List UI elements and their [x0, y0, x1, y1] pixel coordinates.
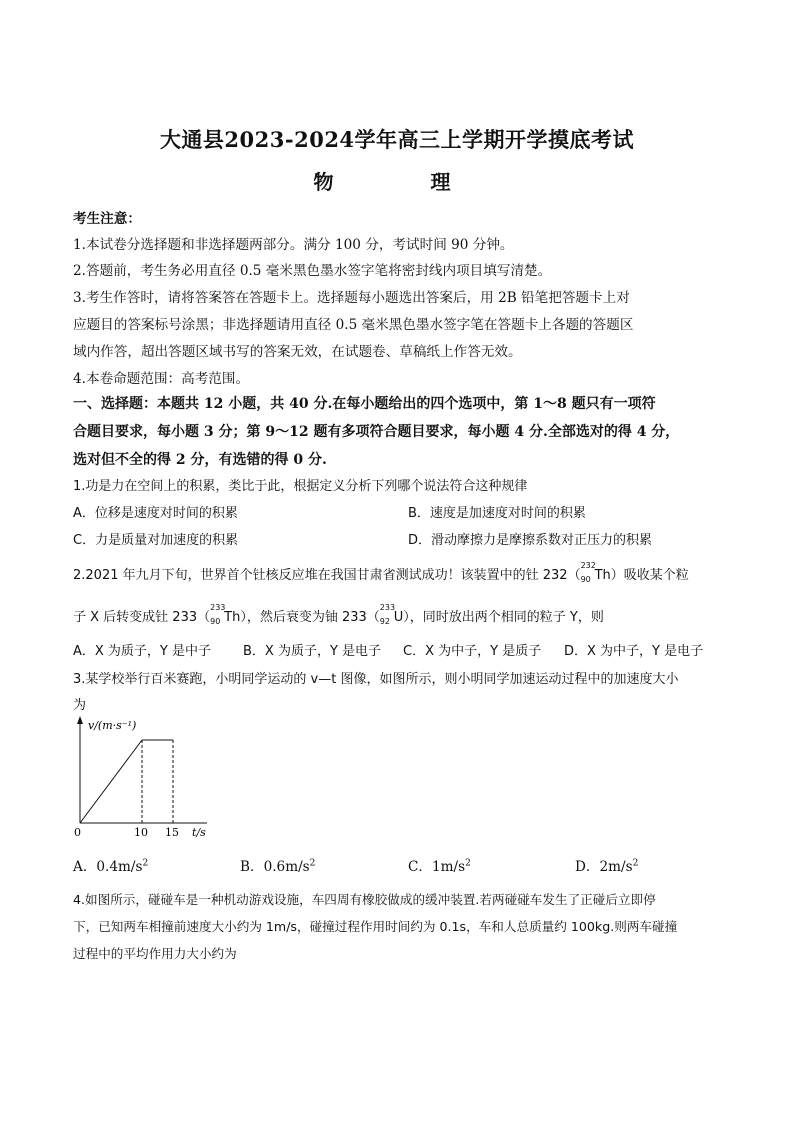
subject-title: 物 理 — [313, 170, 481, 194]
notice-item: 3.考生作答时，请将答案答在答题卡上。选择题每小题选出答案后，用 2B 铅笔把答题卡上对 — [73, 290, 630, 306]
section-instruction: 一、选择题：本题共 12 小题，共 40 分.在每小题给出的四个选项中，第 1～8 题只有一项符 — [73, 396, 656, 412]
atomic-number: 90 — [580, 575, 591, 584]
question-4-line: 下，已知两车相撞前速度大小约为 1m/s，碰撞过程作用时间约为 0.1s，车和人总质量约 100kg.则两车碰撞 — [73, 919, 678, 934]
q2-text: 子 X 后转变成钍 233（ — [73, 610, 211, 625]
question-2-line1 — [73, 561, 689, 584]
tick-label-10: 10 — [134, 826, 148, 839]
notice-item: 域内作答，超出答题区域书写的答案无效，在试题卷、草稿纸上作答无效。 — [73, 344, 522, 360]
atomic-number: 92 — [379, 617, 390, 626]
question-3-line2: 为 — [73, 698, 87, 713]
nuclide-th232 — [580, 561, 611, 584]
section-instruction: 合题目要求，每小题 3 分；第 9～12 题有多项符合题目要求，每小题 4 分.全部选对的得 4 分， — [73, 424, 680, 440]
q2-option-d: D．X 为中子，Y 是电子 — [564, 644, 704, 659]
q2-text: ），同时放出两个相同的粒子 Y，则 — [403, 610, 604, 625]
q3-option-text: B．0.6m/s — [240, 859, 310, 875]
q3-option-text: A．0.4m/s — [73, 859, 143, 875]
q3-option-d — [575, 855, 638, 875]
question-4-line: 4.如图所示，碰碰车是一种机动游戏设施，车四周有橡胶做成的缓冲装置.若两碰碰车发生了正碰后立即停 — [73, 892, 656, 907]
atomic-number: 90 — [210, 617, 221, 626]
element-symbol: Th — [224, 610, 241, 625]
unit-exponent: 2 — [632, 858, 639, 869]
y-axis-arrow — [77, 716, 83, 724]
q2-text: ）吸收某个粒 — [610, 568, 689, 583]
origin-label: 0 — [74, 826, 81, 839]
unit-exponent: 2 — [142, 858, 149, 869]
question-3-line1: 3.某学校举行百米赛跑，小明同学运动的 v—t 图像，如图所示，则小明同学加速运动过程中的加速度大小 — [73, 672, 679, 687]
q2-option-a: A．X 为质子，Y 是中子 — [73, 644, 212, 659]
q3-option-text: C．1m/s — [408, 859, 466, 875]
question-1-stem: 1.功是力在空间上的积累，类比于此，根据定义分析下列哪个说法符合这种规律 — [73, 479, 528, 494]
q3-option-c — [408, 855, 471, 875]
velocity-time-graph — [72, 715, 222, 840]
q2-text: 2.2021 年九月下旬，世界首个钍核反应堆在我国甘肃省测试成功！该装置中的钍 232（ — [73, 568, 581, 583]
notice-heading: 考生注意： — [73, 211, 141, 227]
q3-option-a — [73, 855, 148, 875]
q1-option-a: A．位移是速度对时间的积累 — [73, 506, 238, 521]
y-axis-label: v/(m·s⁻¹) — [88, 719, 137, 732]
acceleration-segment — [80, 740, 142, 823]
q3-option-text: D．2m/s — [575, 859, 633, 875]
notice-item: 2.答题前，考生务必用直径 0.5 毫米黑色墨水签字笔将密封线内项目填写清楚。 — [73, 263, 552, 279]
question-2-line2 — [73, 603, 604, 626]
q1-option-b: B．速度是加速度对时间的积累 — [408, 506, 586, 521]
notice-item: 1.本试卷分选择题和非选择题两部分。满分 100 分，考试时间 90 分钟。 — [73, 237, 514, 253]
unit-exponent: 2 — [309, 858, 316, 869]
notice-item: 应题目的答案标号涂黑；非选择题请用直径 0.5 毫米黑色墨水签字笔在答题卡上各题的答题区 — [73, 317, 634, 333]
q3-option-b — [240, 855, 315, 875]
nuclide-th233 — [210, 603, 241, 626]
q1-option-d: D．滑动摩擦力是摩擦系数对正压力的积累 — [408, 533, 653, 548]
section-instruction: 选对但不全的得 2 分，有选错的得 0 分. — [73, 452, 327, 468]
tick-label-15: 15 — [165, 826, 179, 839]
notice-item: 4.本卷命题范围：高考范围。 — [73, 371, 250, 387]
q2-option-c: C．X 为中子，Y 是质子 — [403, 644, 542, 659]
element-symbol: Th — [594, 568, 611, 583]
nuclide-u233 — [379, 603, 404, 626]
unit-exponent: 2 — [465, 858, 471, 869]
element-symbol: U — [393, 610, 404, 625]
exam-title: 大通县2023-2024学年高三上学期开学摸底考试 — [159, 127, 635, 152]
q2-text: ），然后衰变为铀 233（ — [240, 610, 380, 625]
mass-number: 233 — [210, 603, 226, 612]
x-axis-label: t/s — [192, 826, 206, 839]
mass-number: 232 — [580, 561, 596, 570]
question-4-line: 过程中的平均作用力大小约为 — [73, 946, 237, 961]
q1-option-c: C．力是质量对加速度的积累 — [73, 533, 239, 548]
q2-option-b: B．X 为质子，Y 是电子 — [243, 644, 382, 659]
mass-number: 233 — [379, 603, 396, 612]
